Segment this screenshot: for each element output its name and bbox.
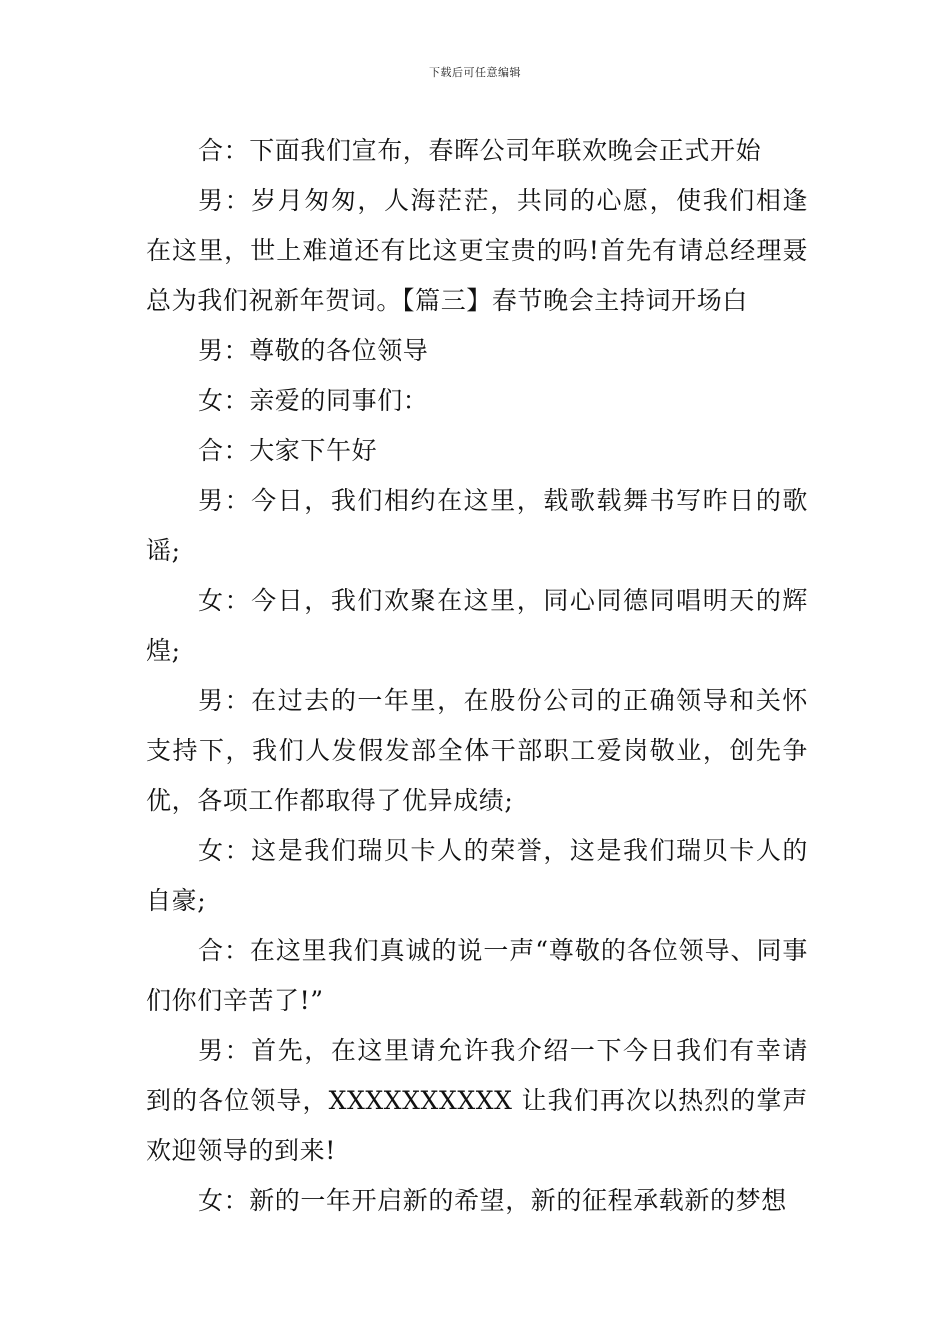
paragraph: 女：这是我们瑞贝卡人的荣誉，这是我们瑞贝卡人的自豪; [146,836,808,915]
page-header: 下载后可任意编辑 [429,66,521,79]
paragraph: 男：今日，我们相约在这里，载歌载舞书写昨日的歌谣; [146,486,808,565]
paragraph: 男：首先，在这里请允许我介绍一下今日我们有幸请到的各位领导，XXXXXXXXXX 让我们再次以热烈的掌声欢迎领导的到来! [146,1036,808,1165]
paragraph: 女：新的一年开启新的希望，新的征程承载新的梦想 [198,1186,787,1215]
paragraph: 合：下面我们宣布，春晖公司年联欢晚会正式开始 [198,136,762,165]
paragraph: 男：尊敬的各位领导 [198,336,429,365]
paragraph: 女：今日，我们欢聚在这里，同心同德同唱明天的辉煌; [146,586,808,665]
paragraph: 合：在这里我们真诚的说一声“尊敬的各位领导、同事们你们辛苦了!” [146,936,808,1015]
paragraph: 男：岁月匆匆，人海茫茫，共同的心愿，使我们相逢在这里，世上难道还有比这更宝贵的吗!首先有请总经理聂总为我们祝新年贺词。【篇三】春节晚会主持词开场白 [146,186,808,315]
paragraph: 女：亲爱的同事们： [198,386,429,415]
paragraph: 合：大家下午好 [198,436,378,465]
paragraph: 男：在过去的一年里，在股份公司的正确领导和关怀支持下，我们人发假发部全体干部职工爱岗敬业，创先争优，各项工作都取得了优异成绩; [146,686,808,815]
document-body [146,126,808,1226]
